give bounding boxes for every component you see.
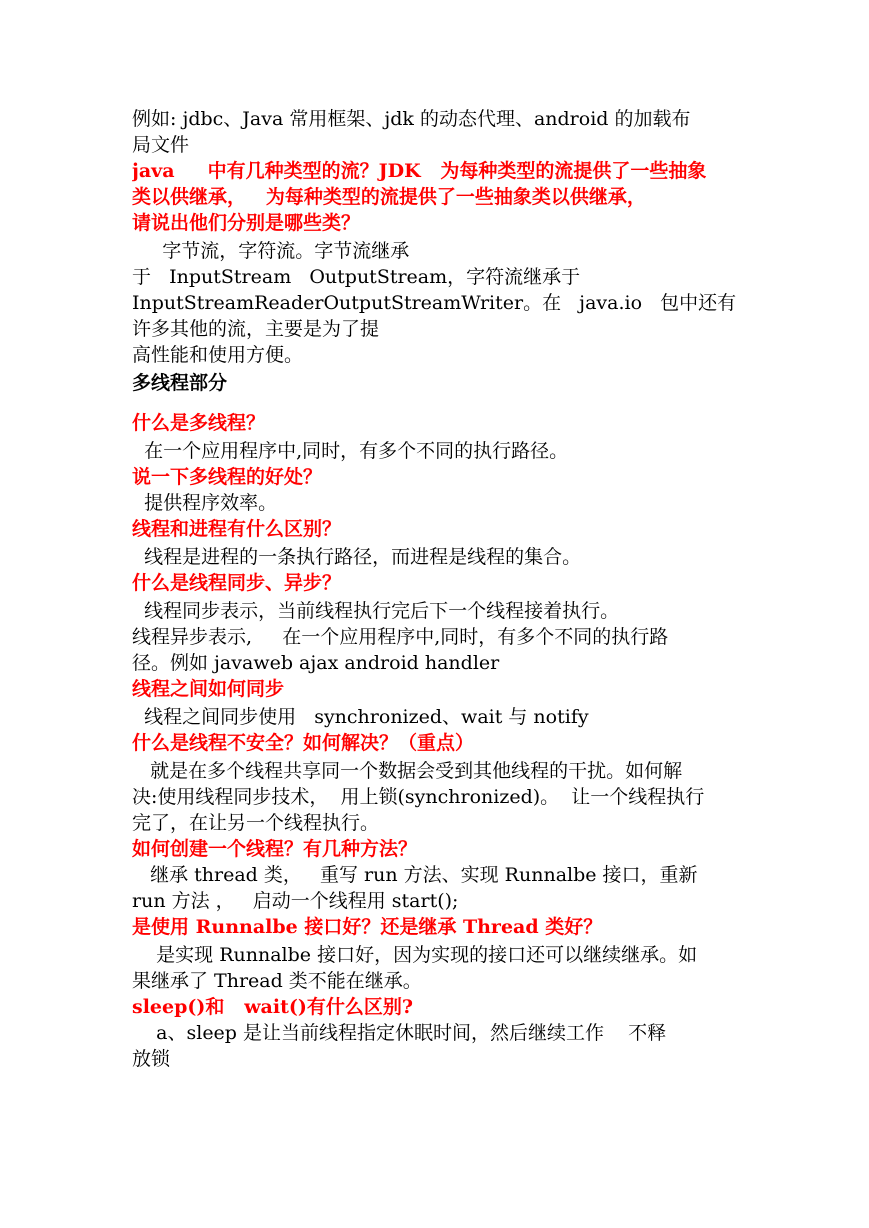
answer-text: 高性能和使用方便。: [132, 344, 304, 366]
question-heading: 说一下多线程的好处？: [132, 466, 323, 488]
answer-text: a、sleep 是让当前线程指定休眠时间，然后继续工作 不释: [132, 1022, 667, 1044]
question-heading: 是使用 Runnalbe 接口好？还是继承 Thread 类好？: [132, 916, 603, 938]
question-heading: sleep()和 wait()有什么区别?: [132, 996, 413, 1018]
answer-text: 许多其他的流，主要是为了提: [132, 318, 380, 340]
answer-text: 线程异步表示, 在一个应用程序中,同时，有多个不同的执行路: [132, 626, 669, 648]
answer-text: 径。例如 javaweb ajax android handler: [132, 652, 500, 674]
answer-text: 于 InputStream OutputStream，字符流继承于: [132, 266, 581, 288]
answer-text: 字节流，字符流。字节流继承: [132, 240, 410, 262]
answer-text: 决:使用线程同步技术， 用上锁(synchronized)。 让一个线程执行: [132, 786, 705, 808]
answer-text: 线程之间同步使用 synchronized、wait 与 notify: [132, 706, 589, 728]
answer-text: 线程同步表示，当前线程执行完后下一个线程接着执行。: [132, 600, 620, 622]
question-heading: 什么是线程不安全？如何解决？（重点）: [132, 732, 475, 754]
question-heading-streams: 类以供继承， 为每种类型的流提供了一些抽象类以供继承，: [132, 186, 646, 208]
answer-text: 是实现 Runnalbe 接口好，因为实现的接口还可以继续继承。如: [132, 944, 698, 966]
answer-text: run 方法 ， 启动一个线程用 start();: [132, 890, 459, 912]
text-line: 局文件: [132, 134, 190, 156]
question-heading: 线程和进程有什么区别？: [132, 518, 342, 540]
question-heading-streams: 请说出他们分别是哪些类？: [132, 212, 361, 234]
answer-text: 放锁: [132, 1048, 171, 1070]
section-title: 多线程部分: [132, 372, 228, 394]
question-heading: 什么是线程同步、异步？: [132, 572, 342, 594]
answer-text: 完了，在让另一个线程执行。: [132, 812, 380, 834]
answer-text: InputStreamReaderOutputStreamWriter。在 java.io 包中还有: [132, 292, 737, 314]
answer-text: 继承 thread 类， 重写 run 方法、实现 Runnalbe 接口，重新: [132, 864, 698, 886]
answer-text: 线程是进程的一条执行路径，而进程是线程的集合。: [132, 546, 582, 568]
answer-text: 提供程序效率。: [132, 492, 278, 514]
answer-text: 果继承了 Thread 类不能在继承。: [132, 970, 422, 992]
answer-text: 在一个应用程序中,同时，有多个不同的执行路径。: [132, 440, 569, 462]
question-heading-streams: java 中有几种类型的流？JDK 为每种类型的流提供了一些抽象: [132, 160, 707, 182]
question-heading: 线程之间如何同步: [132, 678, 285, 700]
question-heading: 如何创建一个线程？有几种方法？: [132, 838, 418, 860]
answer-text: 就是在多个线程共享同一个数据会受到其他线程的干扰。如何解: [132, 760, 683, 782]
text-line: 例如: jdbc、Java 常用框架、jdk 的动态代理、android 的加载布: [132, 108, 691, 130]
question-heading: 什么是多线程？: [132, 412, 266, 434]
